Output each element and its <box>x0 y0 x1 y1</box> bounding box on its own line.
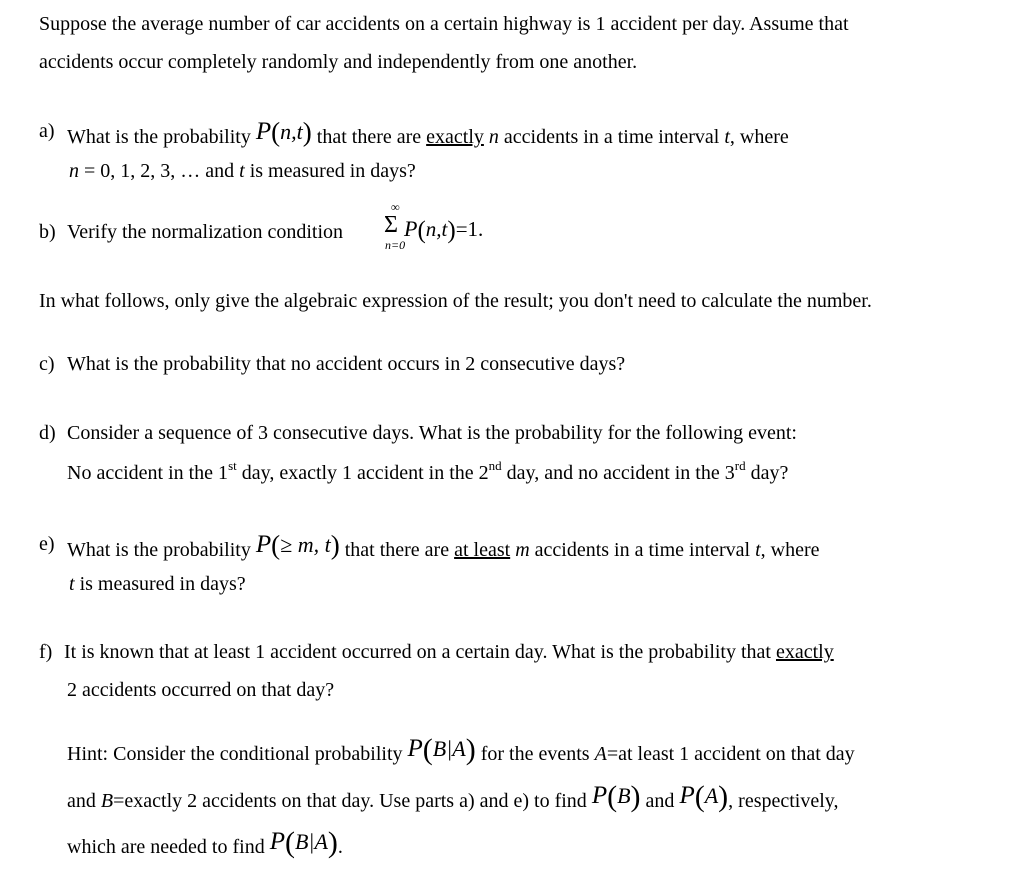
part-a-line2-eq: = 0, 1, 2, 3, … and <box>84 160 235 182</box>
hint-P-A: P <box>679 782 695 809</box>
part-e-text-2: that there are <box>344 539 450 561</box>
part-d-sup-rd: rd <box>734 458 746 473</box>
part-a-text-1: What is the probability <box>67 126 251 148</box>
hint-text-6: and <box>645 790 675 812</box>
hint-P-B: P <box>591 782 608 809</box>
hint-line-3 <box>67 825 343 859</box>
part-e-text-3: accidents in a time interval <box>534 539 751 561</box>
part-d-line-2 <box>67 458 789 484</box>
hint-end: . <box>337 836 343 858</box>
part-b-math-rhs: =1. <box>455 217 484 241</box>
part-a-var-n: n <box>488 126 499 148</box>
part-d-line-1: Consider a sequence of 3 consecutive days. What is the probability for the following event: <box>67 422 797 444</box>
part-e-line2-t: t <box>69 573 75 595</box>
part-d-p3: day, and no accident in the 3 <box>501 462 735 484</box>
part-b-math-P: P <box>404 216 418 241</box>
part-e-line-1 <box>67 530 820 561</box>
paren-open: ( <box>607 780 618 813</box>
part-e-text-4: , where <box>760 539 820 561</box>
part-a-text-2: that there are <box>316 126 422 148</box>
part-f-line-2: 2 accidents occurred on that day? <box>67 679 335 701</box>
part-e-var-t: t <box>755 539 761 561</box>
part-a-line2-t: t <box>239 160 245 182</box>
intro-line-2: accidents occur completely randomly and independently from one another. <box>39 51 638 73</box>
part-e-math-args: ≥ m, t <box>280 532 331 557</box>
paren-close: ) <box>630 780 641 813</box>
part-c-label: c) <box>39 353 55 375</box>
part-a-underline-exactly: exactly <box>426 126 484 148</box>
intro-line-1: Suppose the average number of car accidents on a certain highway is 1 accident per day. Assume that <box>39 13 849 35</box>
hint-B: B <box>100 790 114 812</box>
part-a-var-t: t <box>724 126 730 148</box>
part-c-text: What is the probability that no accident occurs in 2 consecutive days? <box>67 353 626 375</box>
hint-A-arg: A <box>704 783 719 808</box>
part-e-line2-rest: is measured in days? <box>79 573 246 595</box>
hint-text-3: =at least 1 accident on that day <box>606 743 855 765</box>
part-a-text-3: accidents in a time interval <box>503 126 720 148</box>
sum-sigma: Σ <box>384 212 398 238</box>
paren-open: ( <box>417 217 426 244</box>
sum-lower-limit: n=0 <box>385 238 406 252</box>
part-a-text-4: , where <box>729 126 789 148</box>
part-b-math <box>404 216 484 244</box>
instruction-line: In what follows, only give the algebraic expression of the result; you don't need to calculate the number. <box>39 290 872 312</box>
part-a-line-2 <box>69 161 416 181</box>
part-e-label: e) <box>39 533 55 555</box>
part-e-text-1: What is the probability <box>67 539 251 561</box>
hint-text-7: , respectively, <box>728 790 839 812</box>
part-d-p1: No accident in the 1 <box>67 462 229 484</box>
paren-close: ) <box>330 530 340 560</box>
part-b-text: Verify the normalization condition <box>67 221 344 243</box>
paren-open: ( <box>271 530 281 560</box>
part-f-text-1: It is known that at least 1 accident occurred on a certain day. What is the probability that <box>64 641 771 663</box>
hint-line-1 <box>67 732 855 766</box>
part-e-math-P: P <box>255 531 272 558</box>
part-a-math-args: n,t <box>280 119 303 144</box>
hint-BA: B|A <box>432 736 466 761</box>
hint-P-BA: P <box>269 828 285 855</box>
paren-close: ) <box>465 733 476 766</box>
part-d-p4: day? <box>745 462 789 484</box>
paren-open: ( <box>422 733 433 766</box>
hint-text-5: =exactly 2 accidents on that day. Use parts a) and e) to find <box>113 790 587 812</box>
paren-open: ( <box>271 117 281 147</box>
part-a-line2-rest: is measured in days? <box>249 160 416 182</box>
part-a-line-1 <box>67 117 789 148</box>
part-e-line-2 <box>69 574 246 594</box>
hint-text-8: which are needed to find <box>67 836 265 858</box>
part-f-label: f) <box>39 641 53 663</box>
part-d-label: d) <box>39 422 56 444</box>
part-a-math-P: P <box>255 118 272 145</box>
hint-P: P <box>407 735 423 762</box>
paren-close: ) <box>327 826 338 859</box>
part-d-sup-nd: nd <box>488 458 502 473</box>
hint-line-2 <box>67 779 839 813</box>
hint-BA-arg: B|A <box>294 829 328 854</box>
part-a-label: a) <box>39 120 55 142</box>
hint-text-2: for the events <box>480 743 590 765</box>
part-b-math-args: n,t <box>425 217 448 241</box>
part-e-var-m: m <box>515 539 530 561</box>
part-d-sup-st: st <box>228 458 237 473</box>
part-f-line-1 <box>64 642 834 662</box>
paren-close: ) <box>718 780 729 813</box>
sum-upper-limit: ∞ <box>391 200 400 214</box>
hint-B-arg: B <box>617 783 631 808</box>
part-b-label: b) <box>39 221 56 243</box>
paren-close: ) <box>302 117 312 147</box>
paren-close: ) <box>447 217 456 244</box>
paren-open: ( <box>284 826 295 859</box>
part-f-underline-exactly: exactly <box>775 641 834 663</box>
part-d-p2: day, exactly 1 accident in the 2 <box>236 462 489 484</box>
part-a-line2-n: n <box>69 160 79 182</box>
part-e-underline-at-least: at least <box>454 539 511 561</box>
hint-text-4: and <box>67 790 96 812</box>
hint-A: A <box>594 743 607 765</box>
hint-text-1: Hint: Consider the conditional probability <box>67 743 403 765</box>
paren-open: ( <box>694 780 705 813</box>
